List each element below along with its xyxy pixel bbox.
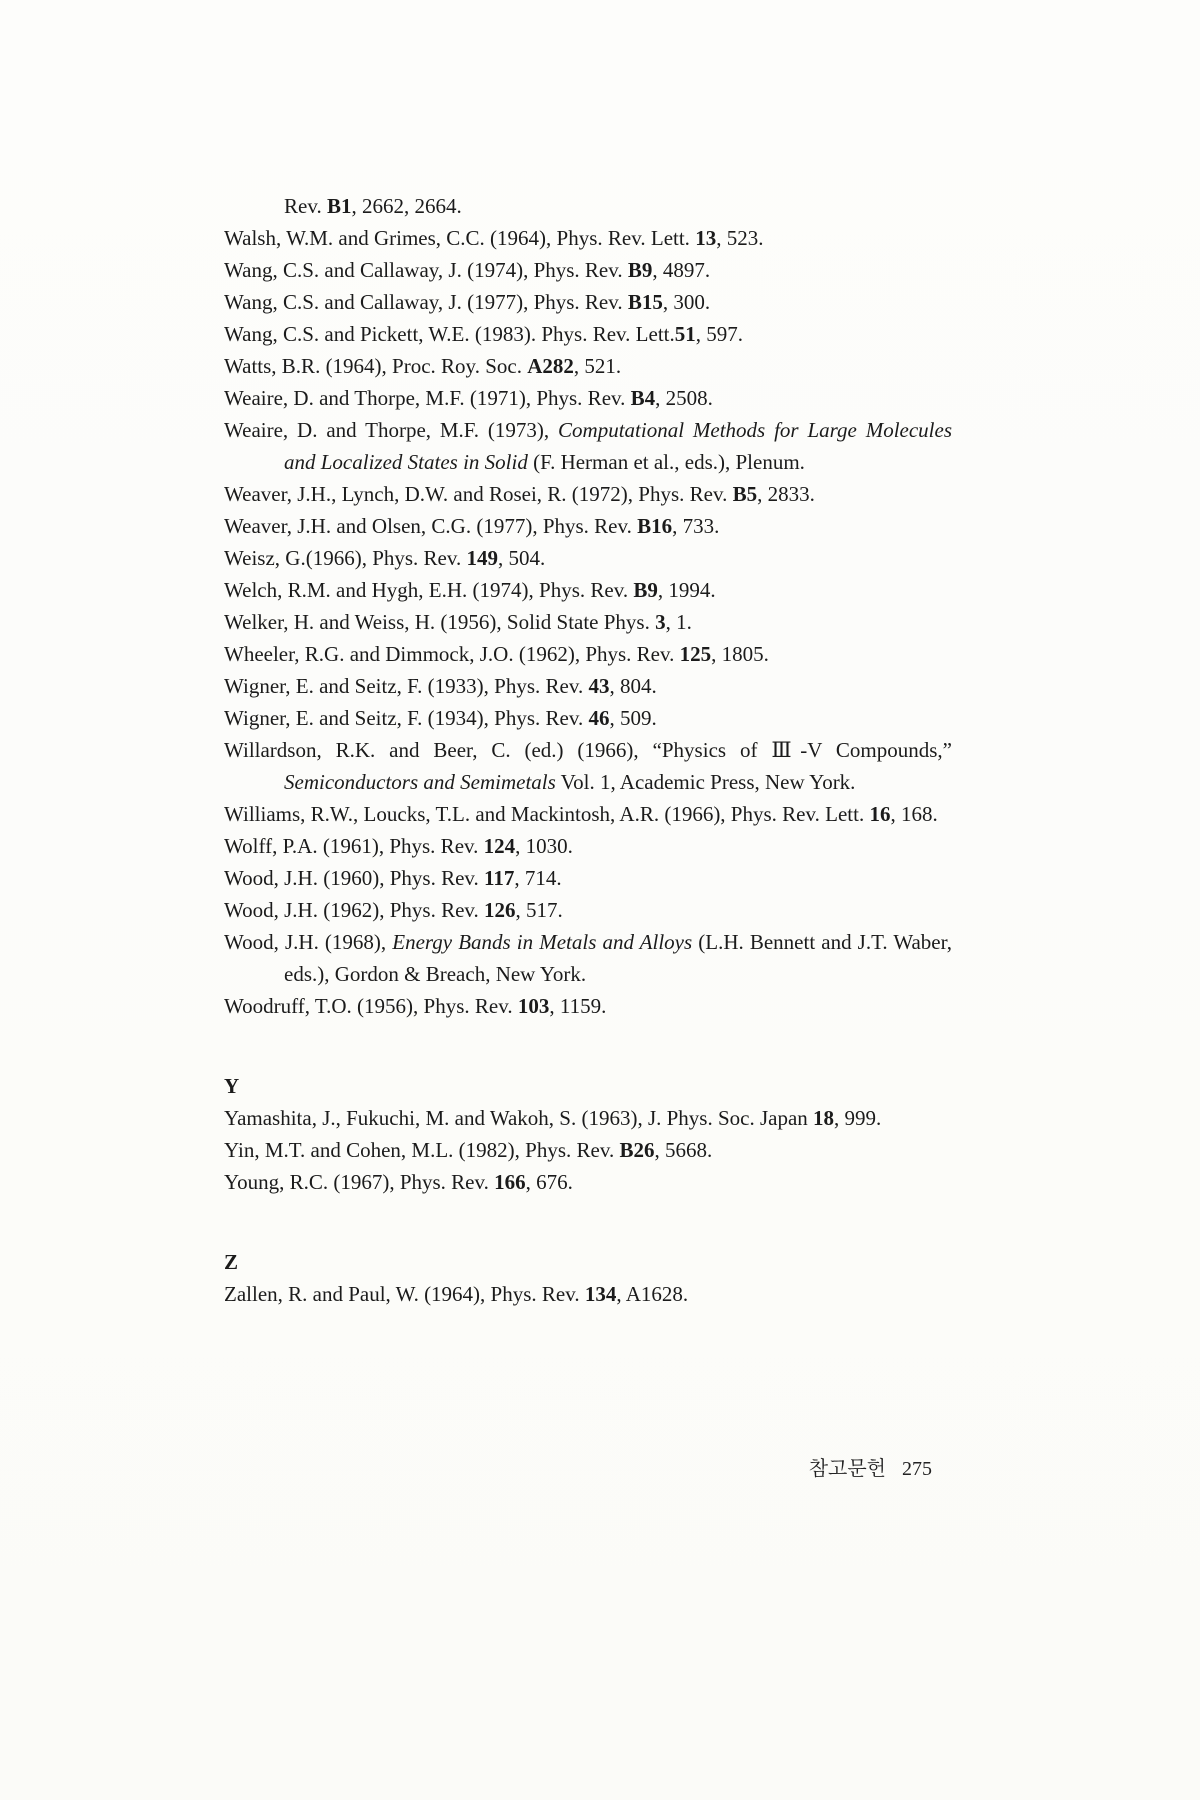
volume-number: 43 [588, 674, 610, 698]
reference-entry [224, 830, 952, 862]
reference-entry [224, 670, 952, 702]
entry-text: , 714. [514, 866, 562, 890]
book-title: Energy Bands in Metals and Alloys [392, 930, 693, 954]
volume-number: 126 [484, 898, 516, 922]
reference-entry [224, 286, 952, 318]
entry-text: , A1628. [616, 1282, 689, 1306]
entry-text: Welker, H. and Weiss, H. (1956), Solid State Phys. [224, 610, 656, 634]
entry-text: , 2662, 2664. [351, 194, 462, 218]
entry-text: , 5668. [654, 1138, 713, 1162]
volume-number: B9 [627, 258, 653, 282]
entry-text: Wolff, P.A. (1961), Phys. Rev. [224, 834, 484, 858]
entry-text: , 517. [515, 898, 563, 922]
entry-text: Weaver, J.H. and Olsen, C.G. (1977), Phys. Rev. [224, 514, 638, 538]
entry-text: Williams, R.W., Loucks, T.L. and Mackintosh, A.R. (1966), Phys. Rev. Lett. [224, 802, 870, 826]
entry-text: Rev. [284, 194, 327, 218]
entry-text: Wood, J.H. (1968), [224, 930, 393, 954]
entry-text: Woodruff, T.O. (1956), Phys. Rev. [224, 994, 518, 1018]
entry-text: , 999. [834, 1106, 882, 1130]
entry-text: Wheeler, R.G. and Dimmock, J.O. (1962), Phys. Rev. [224, 642, 680, 666]
volume-number: 16 [869, 802, 891, 826]
entry-text: , 804. [609, 674, 657, 698]
reference-entry [224, 1102, 952, 1134]
reference-entry [224, 638, 952, 670]
entry-text: , 733. [672, 514, 720, 538]
reference-entry [224, 1278, 952, 1310]
entry-text: , 597. [695, 322, 744, 346]
volume-number: A282 [527, 354, 574, 378]
entry-text: , 4897. [652, 258, 711, 282]
entry-text: , 1994. [657, 578, 716, 602]
volume-number: B15 [627, 290, 663, 314]
entry-text: Wood, J.H. (1962), Phys. Rev. [224, 898, 485, 922]
reference-entry-continued [224, 190, 952, 222]
entry-text: , 1. [665, 610, 692, 634]
reference-entry [224, 382, 952, 414]
entry-text: Wigner, E. and Seitz, F. (1934), Phys. Rev. [224, 706, 589, 730]
volume-number: 134 [584, 1282, 617, 1306]
volume-number: B5 [732, 482, 758, 506]
section-heading-z: Z [224, 1250, 239, 1274]
entry-text: Wang, C.S. and Callaway, J. (1974), Phys. Rev. [224, 258, 628, 282]
volume-number: 124 [483, 834, 516, 858]
volume-number: 117 [484, 866, 515, 890]
reference-entry [224, 414, 952, 478]
reference-entry [224, 222, 952, 254]
entry-text: , 521. [573, 354, 622, 378]
entry-text: Watts, B.R. (1964), Proc. Roy. Soc. [224, 354, 528, 378]
entry-text: Yin, M.T. and Cohen, M.L. (1982), Phys. Rev. [224, 1138, 620, 1162]
entry-text: Weaire, D. and Thorpe, M.F. (1973), [224, 418, 559, 442]
reference-entry [224, 542, 952, 574]
entry-text: , 2508. [655, 386, 713, 410]
entry-text: , 1159. [549, 994, 607, 1018]
volume-number: 149 [466, 546, 499, 570]
entry-text: Wang, C.S. and Callaway, J. (1977), Phys. Rev. [224, 290, 628, 314]
entry-text: , 504. [498, 546, 546, 570]
volume-number: 125 [679, 642, 712, 666]
entry-text: Weaver, J.H., Lynch, D.W. and Rosei, R. (1972), Phys. Rev. [224, 482, 733, 506]
entry-text: Zallen, R. and Paul, W. (1964), Phys. Rev. [224, 1282, 585, 1306]
reference-entry [224, 574, 952, 606]
volume-number: B4 [630, 386, 656, 410]
volume-number: B1 [326, 194, 352, 218]
entry-text: , 1030. [515, 834, 573, 858]
volume-number: 166 [494, 1170, 526, 1194]
entry-text: Yamashita, J., Fukuchi, M. and Wakoh, S. (1963), J. Phys. Soc. Japan [224, 1106, 814, 1130]
entry-text: Weaire, D. and Thorpe, M.F. (1971), Phys. Rev. [224, 386, 631, 410]
reference-entry [224, 990, 952, 1022]
footer-label: 참고문헌 [808, 1458, 886, 1480]
reference-entry [224, 606, 952, 638]
reference-entry [224, 510, 952, 542]
entry-text: , 676. [525, 1170, 573, 1194]
entry-text: Wigner, E. and Seitz, F. (1933), Phys. Rev. [224, 674, 589, 698]
entry-text: Walsh, W.M. and Grimes, C.C. (1964), Phys. Rev. Lett. [224, 226, 696, 250]
reference-entry [224, 734, 952, 798]
entry-text: Vol. 1, Academic Press, New York. [555, 770, 856, 794]
volume-number: B16 [637, 514, 673, 538]
page-number: 275 [902, 1458, 932, 1480]
page-footer [224, 1452, 932, 1481]
entry-text: Weisz, G.(1966), Phys. Rev. [224, 546, 467, 570]
volume-number: 3 [655, 610, 666, 634]
reference-entry [224, 798, 952, 830]
entry-text: , 1805. [711, 642, 769, 666]
entry-text: , 168. [890, 802, 938, 826]
entry-text: Wood, J.H. (1960), Phys. Rev. [224, 866, 485, 890]
entry-text: , 523. [716, 226, 764, 250]
references-list [224, 190, 952, 1310]
reference-entry [224, 862, 952, 894]
volume-number: 51 [674, 322, 696, 346]
entry-text: (F. Herman et al., eds.), Plenum. [527, 450, 805, 474]
reference-entry [224, 894, 952, 926]
book-title: Computational Methods for Large Molecules and Localized States in Solid [284, 418, 952, 474]
reference-entry [224, 478, 952, 510]
volume-number: B26 [619, 1138, 655, 1162]
reference-entry [224, 318, 952, 350]
reference-entry [224, 1134, 952, 1166]
reference-entry [224, 1166, 952, 1198]
volume-number: 46 [588, 706, 610, 730]
book-title: Semiconductors and Semimetals [284, 770, 556, 794]
entry-text: , 509. [609, 706, 657, 730]
entry-text: , 300. [662, 290, 711, 314]
volume-number: 18 [813, 1106, 835, 1130]
volume-number: 13 [695, 226, 717, 250]
entry-text: , 2833. [757, 482, 815, 506]
reference-entry [224, 254, 952, 286]
entry-text: (L.H. Bennett and J.T. Waber, eds.), Gordon & Breach, New York. [284, 930, 952, 986]
entry-text: Wang, C.S. and Pickett, W.E. (1983). Phys. Rev. Lett. [224, 322, 675, 346]
entry-text: Young, R.C. (1967), Phys. Rev. [224, 1170, 495, 1194]
entry-text: Willardson, R.K. and Beer, C. (ed.) (1966), “Physics of Ⅲ-V Compounds,” [224, 738, 952, 762]
volume-number: 103 [517, 994, 550, 1018]
section-heading-y: Y [224, 1074, 240, 1098]
reference-entry [224, 926, 952, 990]
reference-entry [224, 350, 952, 382]
reference-entry [224, 702, 952, 734]
volume-number: B9 [633, 578, 658, 602]
entry-text: Welch, R.M. and Hygh, E.H. (1974), Phys. Rev. [224, 578, 634, 602]
